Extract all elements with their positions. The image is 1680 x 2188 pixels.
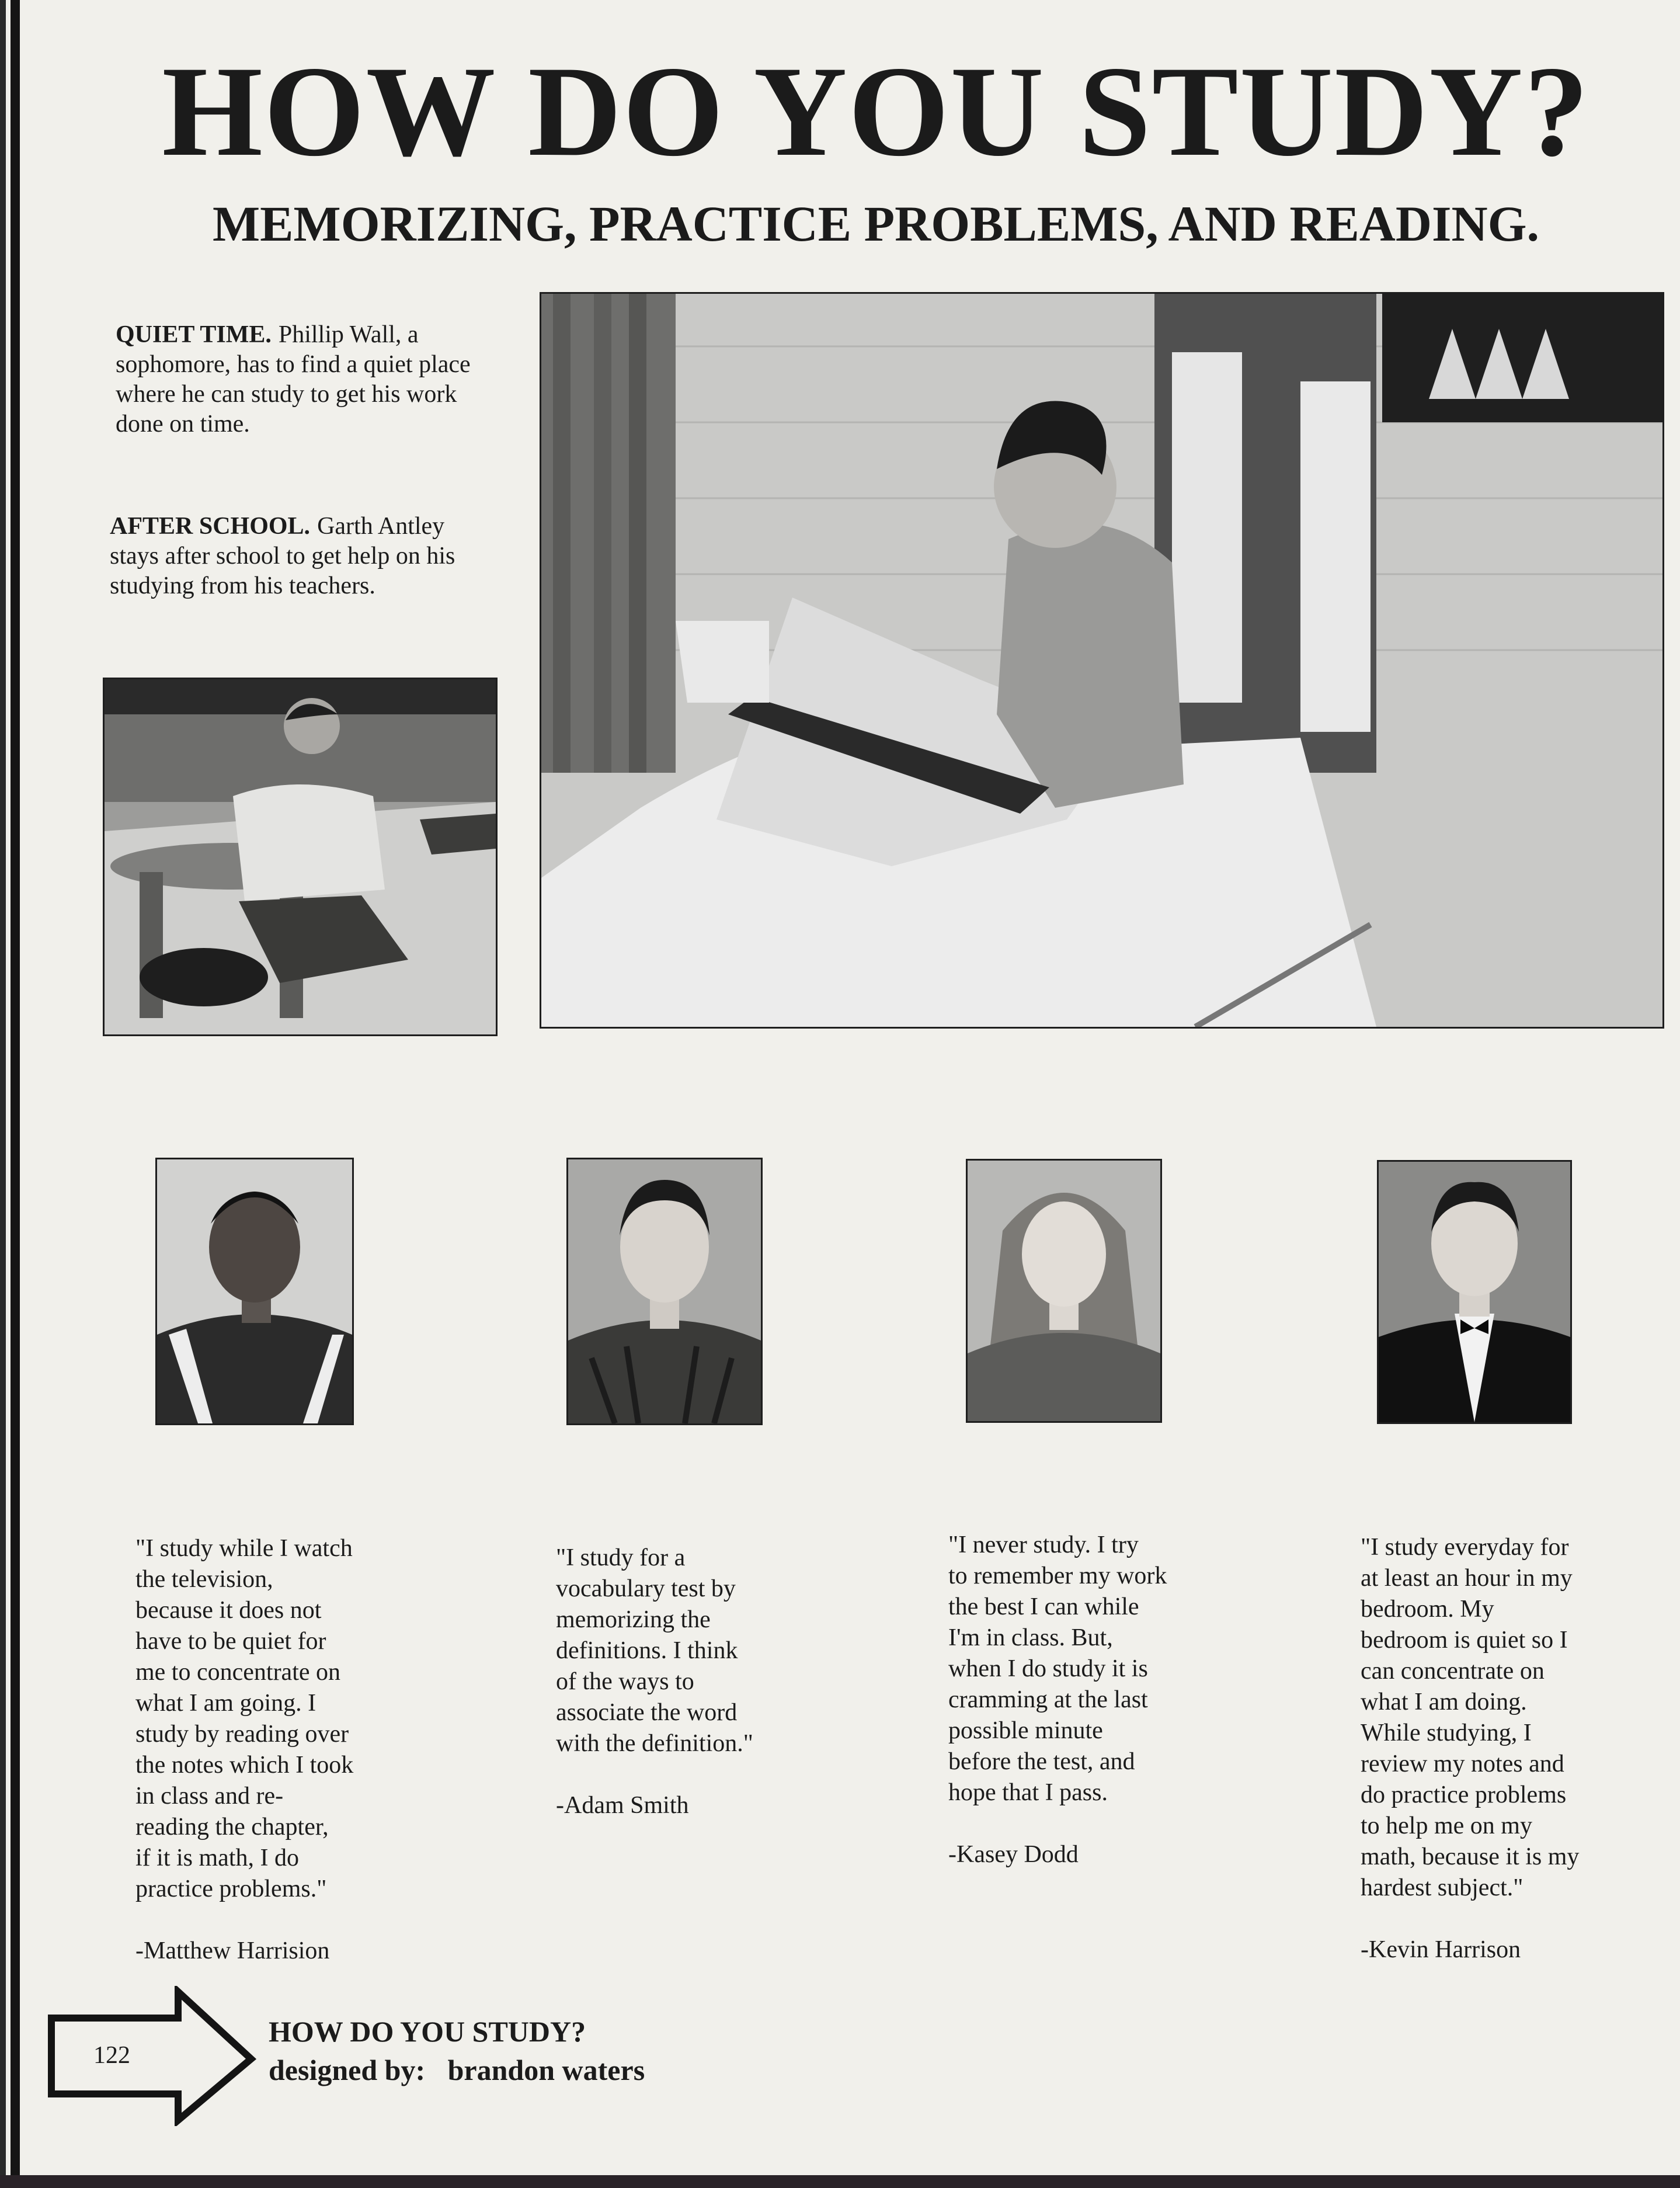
caption-text: Garth Antley stays after school to get help on his studying from his teachers. bbox=[110, 513, 455, 599]
footer-section-title: HOW DO YOU STUDY? bbox=[269, 2015, 586, 2048]
caption-lead: QUIET TIME. bbox=[116, 321, 272, 348]
caption-lead: AFTER SCHOOL. bbox=[110, 513, 311, 540]
photo-student-reading-on-bed bbox=[540, 292, 1664, 1029]
portrait-kevin-harrison bbox=[1377, 1160, 1572, 1424]
quote-author: -Kevin Harrison bbox=[1361, 1936, 1521, 1963]
quote-adam-smith bbox=[556, 1512, 860, 1852]
page-number: 122 bbox=[93, 2042, 130, 2069]
caption-text: Phillip Wall, a sophomore, has to find a quiet place where he can study to get his work done on time. bbox=[116, 321, 471, 437]
binding-edge bbox=[0, 0, 6, 2188]
quote-kasey-dodd bbox=[948, 1499, 1252, 1901]
quote-author: -Adam Smith bbox=[556, 1792, 689, 1819]
quote-kevin-harrison bbox=[1361, 1501, 1664, 1996]
quote-text: "I study everyday for at least an hour in my bedroom. My bedroom is quiet so I can concentrate on what I am doing. While studying, I review my notes and do practice problems to help me on my math, because it is my hardest subject." bbox=[1361, 1534, 1580, 1901]
quote-text: "I study while I watch the television, because it does not have to be quiet for me to concentrate on what I am going. I study by reading over the notes which I took in class and re- reading the chapter, if it is math, I do practice problems." bbox=[135, 1535, 354, 1902]
binding-shadow bbox=[11, 0, 20, 2188]
page-subtitle: MEMORIZING, PRACTICE PROBLEMS, AND READING. bbox=[213, 196, 1539, 252]
portrait-matthew-harrision bbox=[155, 1158, 354, 1425]
quote-author: -Kasey Dodd bbox=[948, 1841, 1079, 1868]
page-arrow-icon bbox=[47, 1986, 257, 2126]
quote-text: "I study for a vocabulary test by memorizing the definitions. I think of the ways to associate the word with the definition." bbox=[556, 1544, 753, 1757]
quote-author: -Matthew Harrision bbox=[135, 1937, 330, 1964]
page-bottom-edge bbox=[0, 2175, 1680, 2188]
designer-name: brandon waters bbox=[447, 2054, 645, 2086]
quote-text: "I never study. I try to remember my work the best I can while I'm in class. But, when I do study it is cramming at the last possible minute before the test, and hope that I pass. bbox=[948, 1531, 1167, 1806]
footer-credit bbox=[269, 2012, 645, 2089]
portrait-kasey-dodd bbox=[966, 1159, 1162, 1423]
caption-after-school bbox=[110, 512, 495, 601]
caption-quiet-time bbox=[116, 320, 501, 439]
photo-student-studying-outside bbox=[103, 678, 498, 1036]
designed-by-label: designed by: bbox=[269, 2054, 426, 2086]
quote-matthew-harrision bbox=[135, 1502, 439, 1998]
footer-designer-line bbox=[269, 2051, 645, 2089]
portrait-adam-smith bbox=[566, 1158, 763, 1425]
page-title: HOW DO YOU STUDY? bbox=[162, 40, 1590, 183]
